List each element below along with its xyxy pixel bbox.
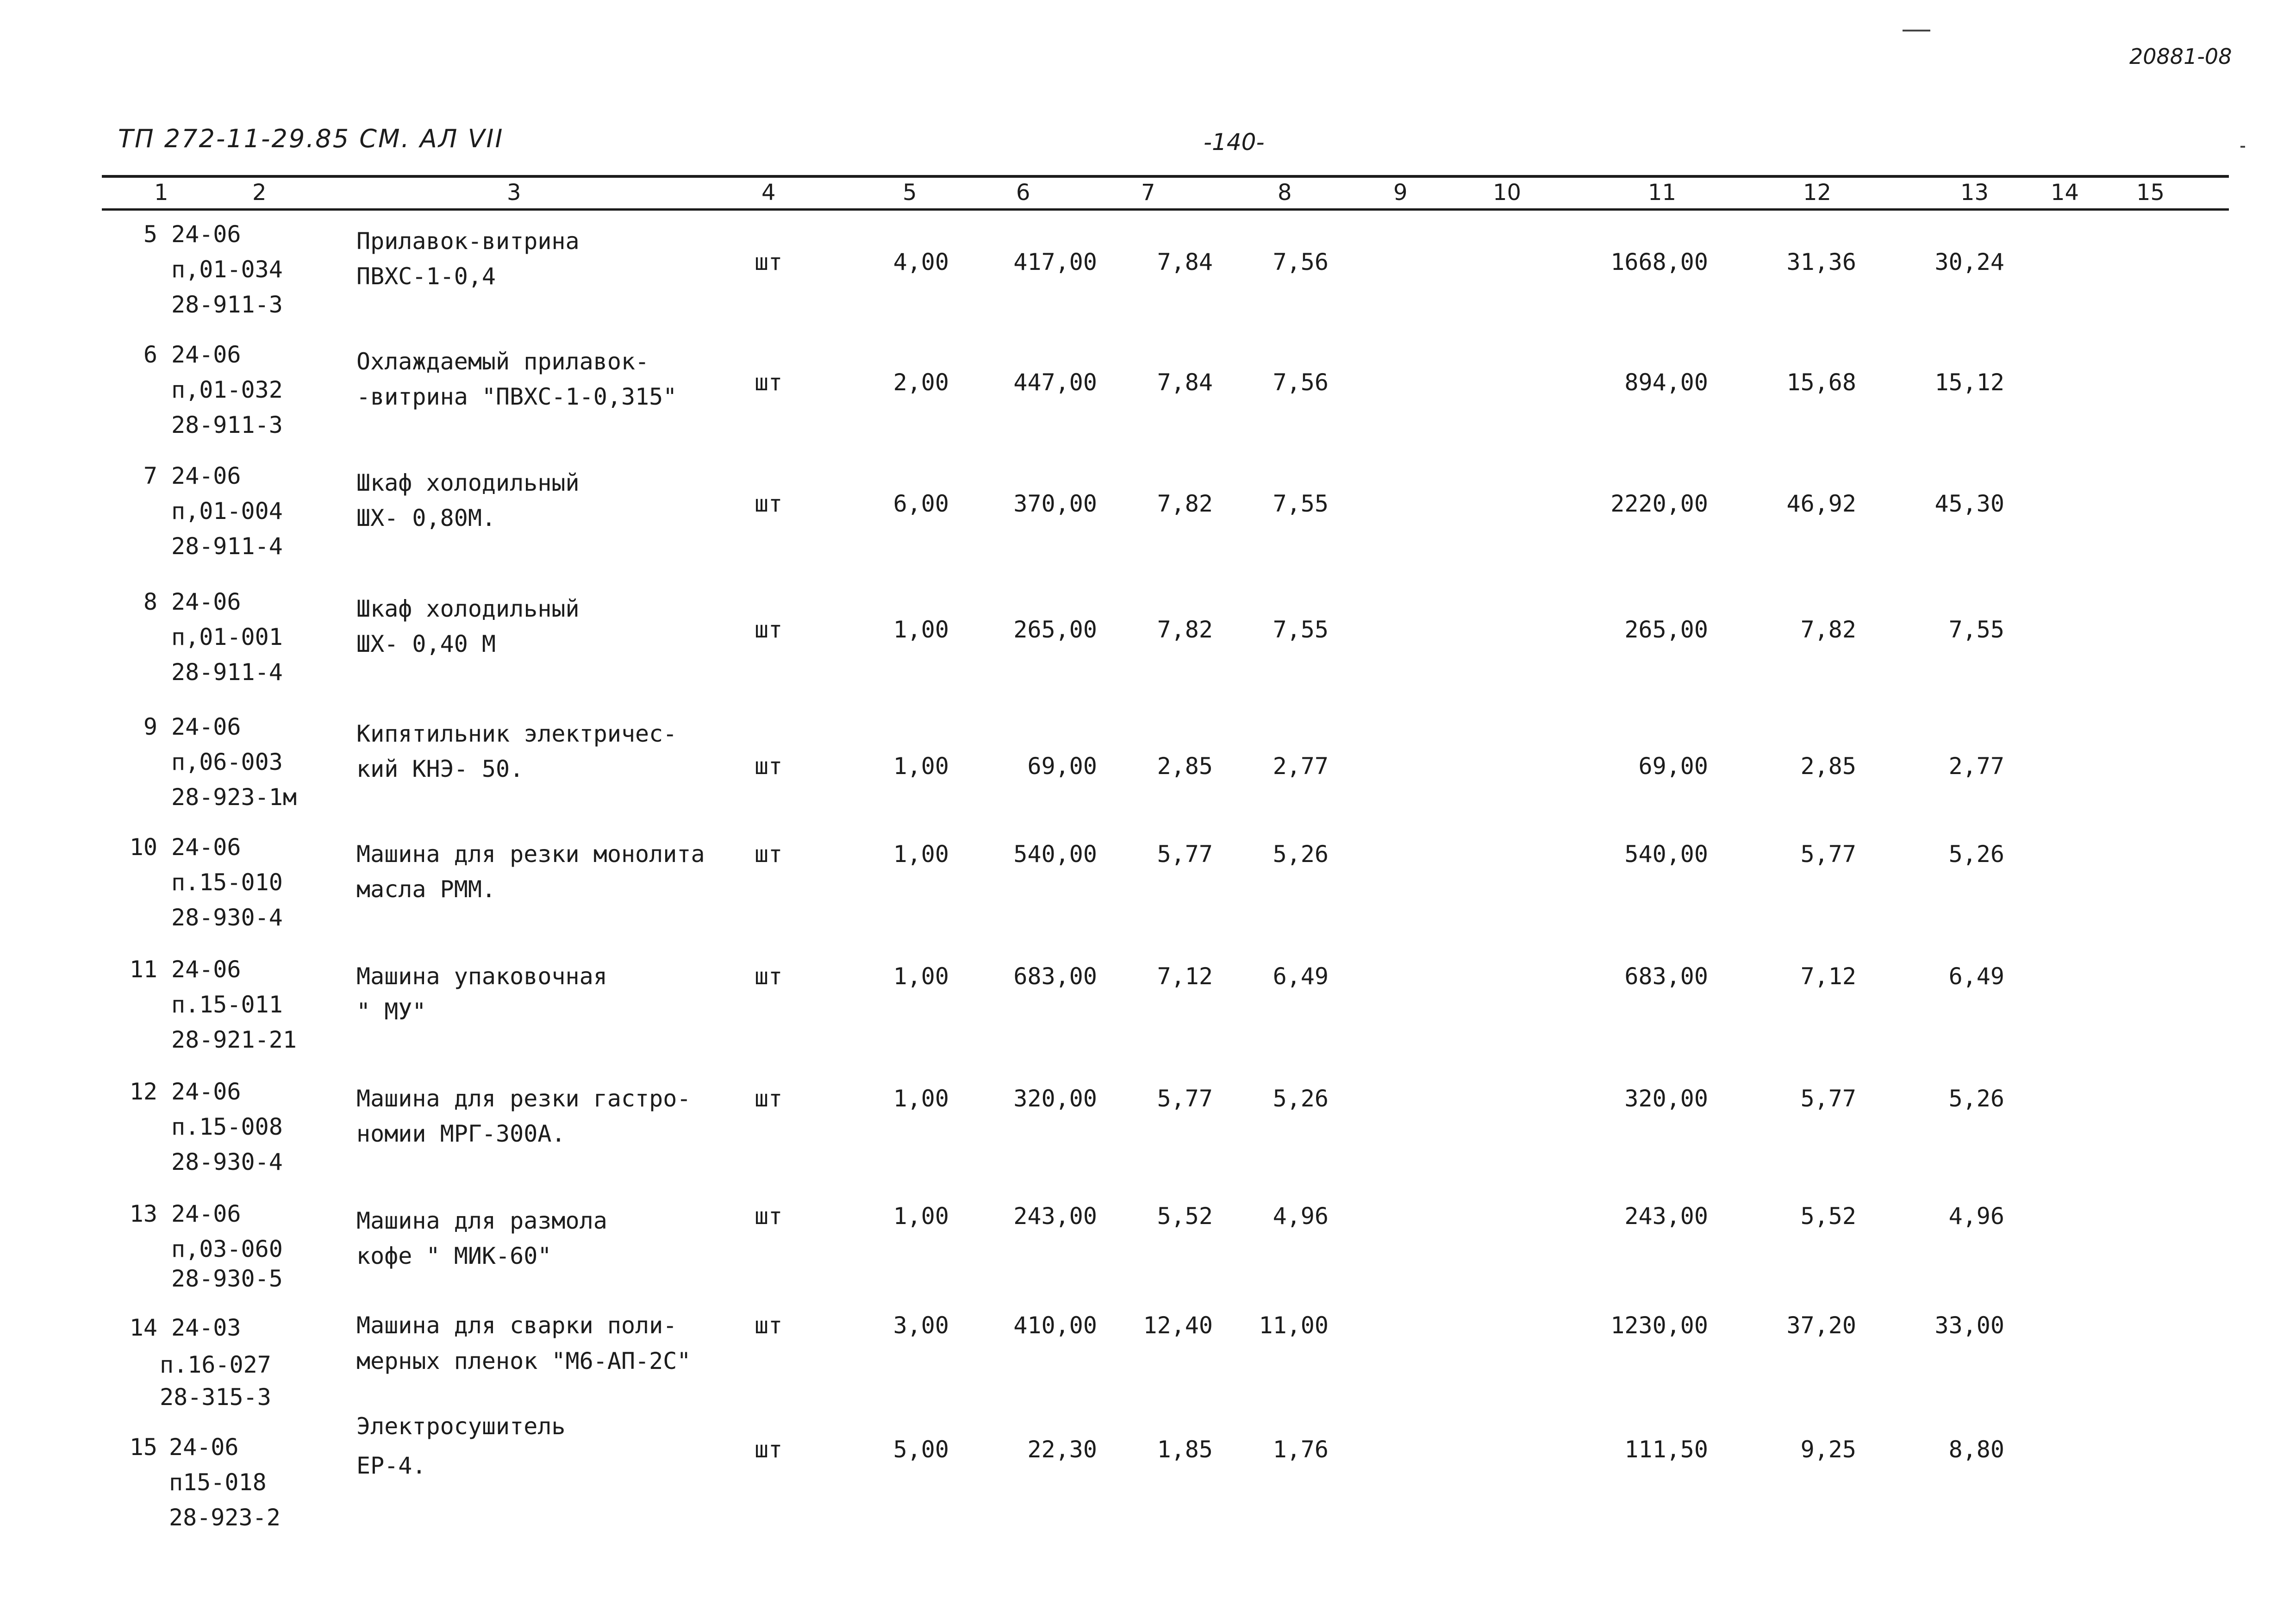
column-8-cell: 7,55 bbox=[1273, 490, 1329, 517]
column-8-cell: 7,56 bbox=[1273, 369, 1329, 396]
total-cost-cell: 320,00 bbox=[1624, 1085, 1708, 1112]
price-code-line: 28-911-3 bbox=[171, 412, 283, 438]
unit-price-cell: 683,00 bbox=[1013, 963, 1097, 990]
price-code-line: 28-930-5 bbox=[171, 1265, 283, 1292]
page-number: -140- bbox=[1204, 129, 1265, 156]
column-13-cell: 5,26 bbox=[1948, 841, 2004, 868]
total-cost-cell: 111,50 bbox=[1624, 1436, 1708, 1463]
column-7-cell: 5,77 bbox=[1157, 1085, 1213, 1112]
item-name-line: ШХ- 0,40 М bbox=[356, 631, 496, 657]
item-name-line: Электросушитель bbox=[356, 1413, 566, 1440]
item-name-line: кофе " МИК-60" bbox=[356, 1243, 552, 1269]
table-top-rule bbox=[102, 175, 2229, 178]
price-code-line: 28-911-4 bbox=[171, 659, 283, 686]
price-code-line: п.16-027 bbox=[160, 1351, 271, 1378]
unit-cell: шт bbox=[755, 1085, 783, 1112]
price-code-line: 28-923-2 bbox=[169, 1504, 281, 1531]
item-name-line: мерных пленок "М6-АП-2С" bbox=[356, 1348, 691, 1374]
column-7-cell: 5,77 bbox=[1157, 841, 1213, 868]
unit-price-cell: 410,00 bbox=[1013, 1312, 1097, 1339]
table-row bbox=[0, 952, 2296, 1072]
price-code-line: 24-06 bbox=[171, 713, 241, 740]
price-code-line: 24-06 bbox=[171, 341, 241, 368]
price-code-line: 28-921-21 bbox=[171, 1026, 297, 1053]
unit-cell: шт bbox=[755, 1203, 783, 1230]
column-12-cell: 46,92 bbox=[1786, 490, 1856, 517]
table-row bbox=[0, 1196, 2296, 1317]
quantity-cell: 1,00 bbox=[893, 841, 949, 868]
position-number: 14 bbox=[129, 1314, 157, 1341]
scan-mark bbox=[1903, 30, 1930, 31]
column-13-cell: 2,77 bbox=[1948, 753, 2004, 780]
price-code-line: 28-911-4 bbox=[171, 533, 283, 560]
column-8-cell: 6,49 bbox=[1273, 963, 1329, 990]
column-7-cell: 12,40 bbox=[1143, 1312, 1213, 1339]
quantity-cell: 2,00 bbox=[893, 369, 949, 396]
unit-cell: шт bbox=[755, 963, 783, 990]
table-row bbox=[0, 1074, 2296, 1194]
quantity-cell: 1,00 bbox=[893, 1085, 949, 1112]
column-12-cell: 31,36 bbox=[1786, 249, 1856, 275]
column-7-cell: 1,85 bbox=[1157, 1436, 1213, 1463]
price-code-line: п.15-011 bbox=[171, 991, 283, 1018]
item-name-line: Охлаждаемый прилавок- bbox=[356, 348, 649, 375]
unit-cell: шт bbox=[755, 841, 783, 868]
column-8-cell: 2,77 bbox=[1273, 753, 1329, 780]
price-code-line: п.15-010 bbox=[171, 869, 283, 896]
table-row bbox=[0, 458, 2296, 579]
column-number: 8 bbox=[1278, 180, 1292, 206]
total-cost-cell: 683,00 bbox=[1624, 963, 1708, 990]
column-7-cell: 5,52 bbox=[1157, 1203, 1213, 1230]
item-name-line: номии МРГ-300А. bbox=[356, 1120, 566, 1147]
table-row bbox=[0, 217, 2296, 337]
quantity-cell: 3,00 bbox=[893, 1312, 949, 1339]
item-name-line: Машина для резки монолита bbox=[356, 841, 705, 868]
position-number: 13 bbox=[129, 1200, 157, 1227]
price-code-line: п,03-060 bbox=[171, 1236, 283, 1262]
column-13-cell: 5,26 bbox=[1948, 1085, 2004, 1112]
column-number: 14 bbox=[2051, 180, 2079, 206]
column-13-cell: 45,30 bbox=[1934, 490, 2004, 517]
quantity-cell: 5,00 bbox=[893, 1436, 949, 1463]
column-7-cell: 7,84 bbox=[1157, 249, 1213, 275]
total-cost-cell: 265,00 bbox=[1624, 616, 1708, 643]
column-12-cell: 5,77 bbox=[1800, 1085, 1856, 1112]
position-number: 5 bbox=[143, 221, 157, 248]
quantity-cell: 1,00 bbox=[893, 753, 949, 780]
total-cost-cell: 1230,00 bbox=[1610, 1312, 1708, 1339]
column-number: 13 bbox=[1960, 180, 1989, 206]
table-row bbox=[0, 1413, 2296, 1550]
price-code-line: 24-06 bbox=[171, 956, 241, 983]
price-code-line: п,01-004 bbox=[171, 498, 283, 525]
unit-price-cell: 447,00 bbox=[1013, 369, 1097, 396]
item-name-line: ЕР-4. bbox=[356, 1452, 426, 1479]
quantity-cell: 1,00 bbox=[893, 1203, 949, 1230]
column-8-cell: 7,56 bbox=[1273, 249, 1329, 275]
unit-cell: шт bbox=[755, 1312, 783, 1339]
table-row bbox=[0, 584, 2296, 705]
table-row bbox=[0, 337, 2296, 457]
item-name-line: " МУ" bbox=[356, 998, 426, 1025]
quantity-cell: 1,00 bbox=[893, 616, 949, 643]
column-13-cell: 7,55 bbox=[1948, 616, 2004, 643]
price-code-line: 28-911-3 bbox=[171, 291, 283, 318]
unit-cell: шт bbox=[755, 1436, 783, 1463]
item-name-line: -витрина "ПВХС-1-0,315" bbox=[356, 383, 677, 410]
column-8-cell: 5,26 bbox=[1273, 841, 1329, 868]
column-13-cell: 33,00 bbox=[1934, 1312, 2004, 1339]
position-number: 15 bbox=[129, 1434, 157, 1461]
price-code-line: 28-930-4 bbox=[171, 1149, 283, 1175]
unit-price-cell: 320,00 bbox=[1013, 1085, 1097, 1112]
unit-price-cell: 417,00 bbox=[1013, 249, 1097, 275]
position-number: 9 bbox=[143, 713, 157, 740]
table-row bbox=[0, 830, 2296, 950]
column-number: 4 bbox=[761, 180, 776, 206]
column-number: 11 bbox=[1648, 180, 1677, 206]
price-code-line: 28-923-1м bbox=[171, 784, 297, 811]
total-cost-cell: 243,00 bbox=[1624, 1203, 1708, 1230]
column-number: 2 bbox=[252, 180, 267, 206]
price-code-line: 24-06 bbox=[171, 1200, 241, 1227]
column-8-cell: 7,55 bbox=[1273, 616, 1329, 643]
total-cost-cell: 69,00 bbox=[1638, 753, 1708, 780]
total-cost-cell: 540,00 bbox=[1624, 841, 1708, 868]
position-number: 10 bbox=[129, 834, 157, 861]
unit-cell: шт bbox=[755, 616, 783, 643]
price-code-line: п,01-032 bbox=[171, 376, 283, 403]
price-code-line: п15-018 bbox=[169, 1469, 267, 1496]
unit-price-cell: 69,00 bbox=[1027, 753, 1097, 780]
quantity-cell: 4,00 bbox=[893, 249, 949, 275]
unit-price-cell: 370,00 bbox=[1013, 490, 1097, 517]
column-12-cell: 37,20 bbox=[1786, 1312, 1856, 1339]
price-code-line: 24-06 bbox=[171, 221, 241, 248]
column-8-cell: 5,26 bbox=[1273, 1085, 1329, 1112]
price-code-line: 24-06 bbox=[171, 1078, 241, 1105]
quantity-cell: 6,00 bbox=[893, 490, 949, 517]
table-row bbox=[0, 1310, 2296, 1430]
scan-mark bbox=[2240, 146, 2245, 148]
table-header-rule bbox=[102, 208, 2229, 211]
column-number: 15 bbox=[2136, 180, 2165, 206]
column-8-cell: 11,00 bbox=[1259, 1312, 1329, 1339]
column-number: 12 bbox=[1803, 180, 1832, 206]
archive-stamp: 20881-08 bbox=[2129, 44, 2232, 69]
price-code-line: п,01-034 bbox=[171, 256, 283, 283]
price-code-line: п,06-003 bbox=[171, 749, 283, 775]
item-name-line: Машина для сварки поли- bbox=[356, 1312, 677, 1339]
unit-cell: шт bbox=[755, 490, 783, 517]
column-8-cell: 1,76 bbox=[1273, 1436, 1329, 1463]
price-code-line: 28-930-4 bbox=[171, 904, 283, 931]
position-number: 7 bbox=[143, 462, 157, 489]
unit-cell: шт bbox=[755, 753, 783, 780]
unit-price-cell: 540,00 bbox=[1013, 841, 1097, 868]
item-name-line: масла РММ. bbox=[356, 876, 496, 903]
item-name-line: Кипятильник электричес- bbox=[356, 720, 677, 747]
price-code-line: п.15-008 bbox=[171, 1113, 283, 1140]
position-number: 8 bbox=[143, 588, 157, 615]
unit-price-cell: 243,00 bbox=[1013, 1203, 1097, 1230]
column-7-cell: 7,12 bbox=[1157, 963, 1213, 990]
price-code-line: 24-06 bbox=[171, 588, 241, 615]
position-number: 11 bbox=[129, 956, 157, 983]
price-code-line: 24-06 bbox=[171, 834, 241, 861]
item-name-line: Прилавок-витрина bbox=[356, 228, 580, 255]
column-7-cell: 7,82 bbox=[1157, 616, 1213, 643]
unit-cell: шт bbox=[755, 249, 783, 275]
price-code-line: п,01-001 bbox=[171, 624, 283, 650]
total-cost-cell: 1668,00 bbox=[1610, 249, 1708, 275]
item-name-line: Шкаф холодильный bbox=[356, 469, 580, 496]
column-number: 9 bbox=[1393, 180, 1408, 206]
column-number: 1 bbox=[154, 180, 168, 206]
total-cost-cell: 894,00 bbox=[1624, 369, 1708, 396]
table-row bbox=[0, 709, 2296, 830]
quantity-cell: 1,00 bbox=[893, 963, 949, 990]
unit-price-cell: 22,30 bbox=[1027, 1436, 1097, 1463]
column-13-cell: 4,96 bbox=[1948, 1203, 2004, 1230]
column-number: 7 bbox=[1141, 180, 1155, 206]
price-code-line: 24-06 bbox=[169, 1434, 239, 1461]
item-name-line: ШХ- 0,80М. bbox=[356, 505, 496, 531]
column-7-cell: 2,85 bbox=[1157, 753, 1213, 780]
unit-cell: шт bbox=[755, 369, 783, 396]
column-13-cell: 15,12 bbox=[1934, 369, 2004, 396]
price-code-line: 24-06 bbox=[171, 462, 241, 489]
price-code-line: 24-03 bbox=[171, 1314, 241, 1341]
column-7-cell: 7,84 bbox=[1157, 369, 1213, 396]
item-name-line: Машина упаковочная bbox=[356, 963, 607, 990]
item-name-line: ПВХС-1-0,4 bbox=[356, 263, 496, 290]
column-12-cell: 7,82 bbox=[1800, 616, 1856, 643]
position-number: 12 bbox=[129, 1078, 157, 1105]
column-12-cell: 7,12 bbox=[1800, 963, 1856, 990]
unit-price-cell: 265,00 bbox=[1013, 616, 1097, 643]
column-number: 10 bbox=[1493, 180, 1522, 206]
column-12-cell: 15,68 bbox=[1786, 369, 1856, 396]
price-code-line: 28-315-3 bbox=[160, 1384, 271, 1411]
column-8-cell: 4,96 bbox=[1273, 1203, 1329, 1230]
item-name-line: Машина для размола bbox=[356, 1207, 607, 1234]
column-13-cell: 8,80 bbox=[1948, 1436, 2004, 1463]
column-7-cell: 7,82 bbox=[1157, 490, 1213, 517]
column-12-cell: 9,25 bbox=[1800, 1436, 1856, 1463]
column-12-cell: 2,85 bbox=[1800, 753, 1856, 780]
item-name-line: Машина для резки гастро- bbox=[356, 1085, 691, 1112]
column-12-cell: 5,77 bbox=[1800, 841, 1856, 868]
total-cost-cell: 2220,00 bbox=[1610, 490, 1708, 517]
item-name-line: Шкаф холодильный bbox=[356, 595, 580, 622]
position-number: 6 bbox=[143, 341, 157, 368]
column-13-cell: 6,49 bbox=[1948, 963, 2004, 990]
column-number: 5 bbox=[903, 180, 917, 206]
document-code: ТП 272-11-29.85 СМ. АЛ VII bbox=[118, 124, 504, 153]
column-number: 6 bbox=[1016, 180, 1030, 206]
column-13-cell: 30,24 bbox=[1934, 249, 2004, 275]
column-12-cell: 5,52 bbox=[1800, 1203, 1856, 1230]
column-number: 3 bbox=[507, 180, 521, 206]
item-name-line: кий КНЭ- 50. bbox=[356, 756, 524, 782]
